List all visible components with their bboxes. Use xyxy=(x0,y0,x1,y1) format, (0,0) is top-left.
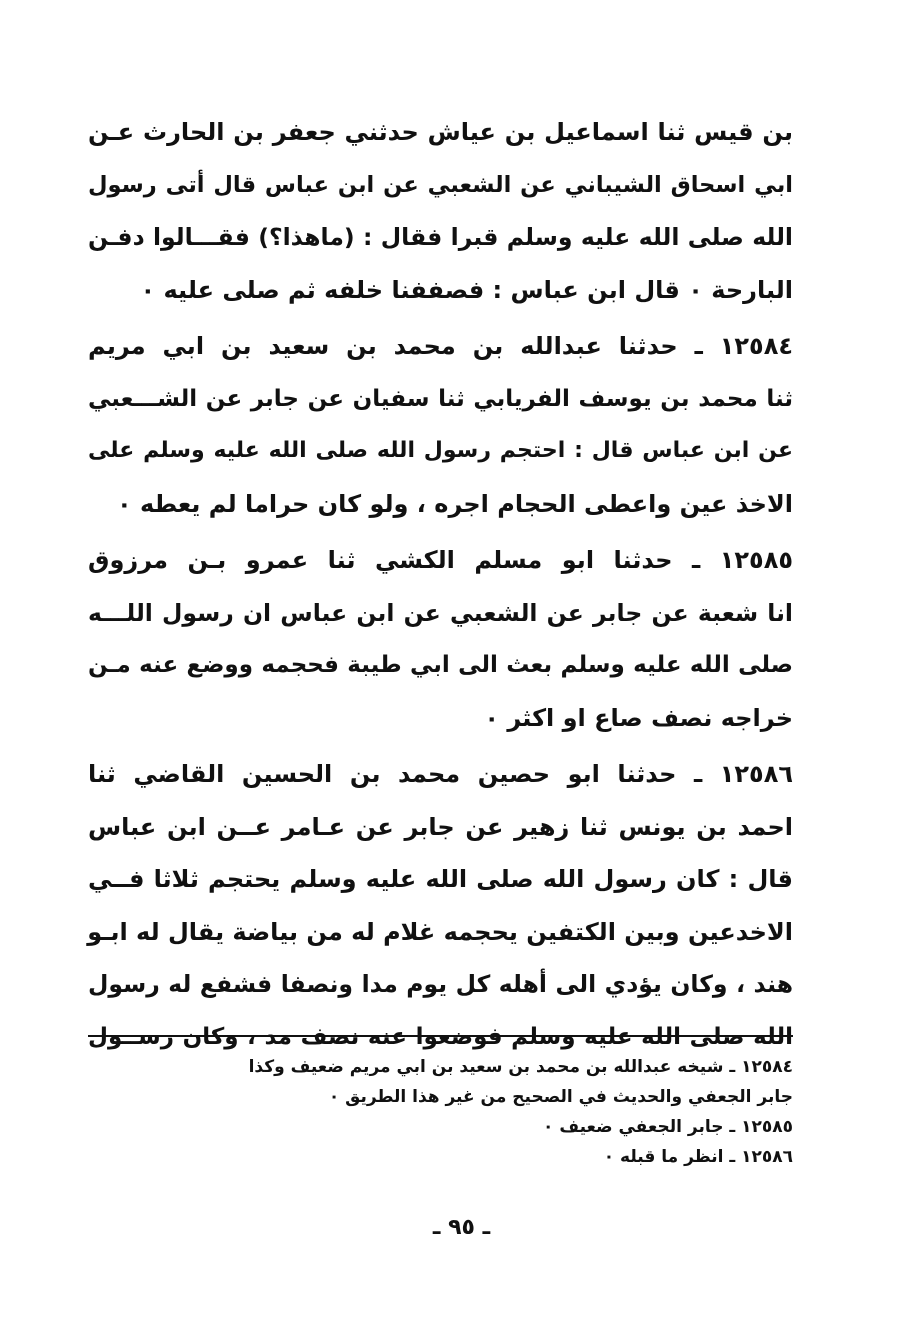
text-line: الاخذ عين واعطى الحجام اجره ، ولو كان حراما لم يعطه ٠ xyxy=(116,489,793,518)
footnote-12584: ١٢٥٨٤ ـ شيخه عبدالله بن محمد بن سعيد بن ابي مريم ضعيف وكذا xyxy=(248,1057,793,1077)
text-line: ابي اسحاق الشيباني عن الشعبي عن ابن عباس قال أتى رسول xyxy=(88,171,793,198)
hadith-12586-heading: ١٢٥٨٦ ـ حدثنا ابو حصين محمد بن الحسين القاضي ثنا xyxy=(88,760,793,788)
text-line: هند ، وكان يؤدي الى أهله كل يوم مدا ونصفا فشفع له رسول xyxy=(88,970,793,998)
text-line: خراجه نصف صاع او اكثر ٠ xyxy=(484,703,793,732)
footnote-12586: ١٢٥٨٦ ـ انظر ما قبله ٠ xyxy=(603,1147,793,1167)
text-line: عن ابن عباس قال : احتجم رسول الله صلى الله عليه وسلم على xyxy=(88,438,793,463)
text-line: ثنا محمد بن يوسف الفريابي ثنا سفيان عن جابر عن الشـــعبي xyxy=(88,385,793,412)
text-line: احمد بن يونس ثنا زهير عن جابر عن عـامر عــن ابن عباس xyxy=(88,812,793,841)
footnote-12585: ١٢٥٨٥ ـ جابر الجعفي ضعيف ٠ xyxy=(543,1117,793,1137)
text-line: انا شعبة عن جابر عن الشعبي عن ابن عباس ان رسول اللـــه xyxy=(88,598,793,627)
text-line: الله صلى الله عليه وسلم قبرا فقال : (ماهذا؟) فقـــالوا دفـن xyxy=(88,223,793,251)
hadith-12585-heading: ١٢٥٨٥ ـ حدثنا ابو مسلم الكشي ثنا عمرو بـن مرزوق xyxy=(88,546,793,574)
footnotes xyxy=(88,1052,793,1172)
footnote-12584-continued: جابر الجعفي والحديث في الصحيح من غير هذا الطريق ٠ xyxy=(328,1087,793,1107)
text-line: قال : كان رسول الله صلى الله عليه وسلم يحتجم ثلاثا فــي xyxy=(88,865,793,893)
text-line: البارحة ٠ قال ابن عباس : فصففنا خلفه ثم صلى عليه ٠ xyxy=(140,275,793,304)
main-text xyxy=(88,106,793,1063)
page-number: ـ ٩٥ ـ xyxy=(432,1215,491,1240)
text-line: الاخدعين وبين الكتفين يحجمه غلام له من بياضة يقال له ابـو xyxy=(87,917,793,946)
hadith-12584-heading: ١٢٥٨٤ ـ حدثنا عبدالله بن محمد بن سعيد بن ابي مريم xyxy=(88,332,793,360)
text-line: بن قيس ثنا اسماعيل بن عياش حدثني جعفر بن الحارث عـن xyxy=(88,118,793,146)
footnote-separator xyxy=(88,1035,793,1037)
text-line: الله صلى الله عليه وسلم فوضعوا عنه نصف مد ، وكان رســول xyxy=(88,1023,793,1050)
text-line: صلى الله عليه وسلم بعث الى ابي طيبة فحجمه ووضع عنه مـن xyxy=(88,652,793,678)
